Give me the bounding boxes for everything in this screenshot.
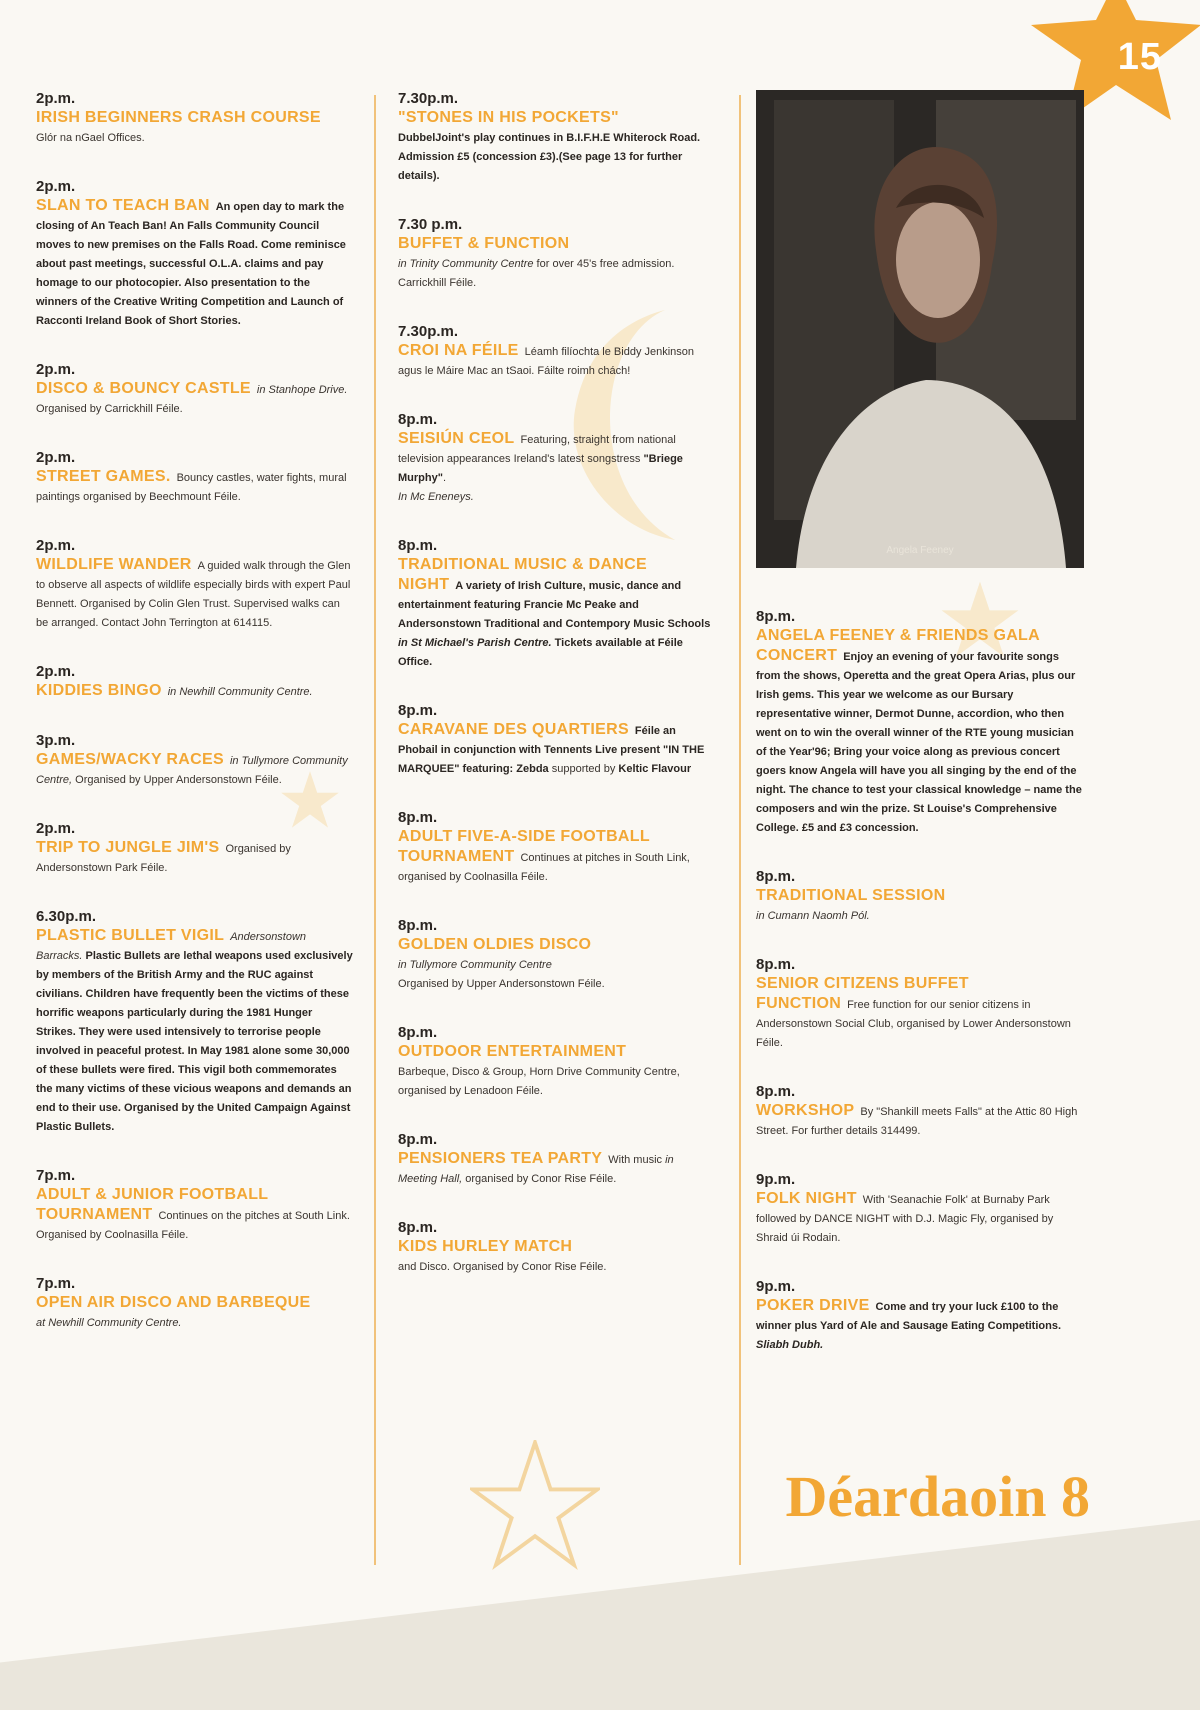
event-detail-text: A variety of Irish Culture, music, dance and entertainment featuring Francie Mc Peake and Andersonstown Traditional and Contempory Music Schools [398, 580, 711, 630]
photo-caption: Angela Feeney [886, 545, 954, 556]
event-title: TRIP TO JUNGLE JIM'S [36, 839, 220, 856]
event-listing [398, 917, 712, 994]
event-title: WORKSHOP [756, 1102, 855, 1119]
day-title: Déardaoin 8 [785, 1464, 1090, 1529]
event-detail-text: supported by [548, 763, 619, 775]
event-title: "STONES IN HIS POCKETS" [398, 109, 619, 126]
event-listing [36, 178, 354, 331]
event-description [756, 887, 1086, 926]
event-description [398, 109, 712, 186]
event-detail-text: A guided walk through the Glen to observe all aspects of wildlife especially birds with expert Paul Bennett. Organised by Colin Glen Trust. Supervised walks can be arranged. Contact John Terrington at 614115. [36, 560, 351, 629]
event-listing [398, 1131, 712, 1189]
event-title: ADULT FIVE-A-SIDE FOOTBALL TOURNAMENT [398, 828, 650, 865]
event-detail-text: . [442, 472, 446, 484]
event-listing [36, 537, 354, 633]
event-title: OUTDOOR ENTERTAINMENT [398, 1043, 627, 1060]
event-detail-text: organised by Conor Rise Féile. [462, 1173, 617, 1185]
event-title: PLASTIC BULLET VIGIL [36, 927, 225, 944]
event-title: GOLDEN OLDIES DISCO [398, 936, 592, 953]
event-time: 2p.m. [36, 449, 76, 466]
event-detail-text: By "Shankill meets Falls" at the Attic 80 High Street. For further details 314499. [756, 1106, 1078, 1137]
event-time: 8p.m. [756, 956, 796, 973]
event-listing [398, 323, 712, 381]
event-detail-text: in Cumann Naomh Pól. [756, 910, 870, 922]
event-title: CARAVANE DES QUARTIERS [398, 721, 629, 738]
event-detail-text: Organised by Andersonstown Park Féile. [36, 843, 291, 874]
event-detail-text: Plastic Bullets are lethal weapons used exclusively by members of the British Army and the RUC against civilians. Children have frequently been the victims of these horrific weapons particularly during the 1981 Hunger Strikes. They were used intensively to terrorise people involved in peaceful protest. In May 1981 alone some 30,000 of these bullets were fired. This vigil both commemorates the many victims of these vicious weapons and demands an end to their use. Organised by the United Campaign Against Plastic Bullets. [36, 950, 353, 1133]
event-listing [36, 732, 354, 790]
event-description [756, 975, 1086, 1053]
event-time: 7p.m. [36, 1275, 76, 1292]
event-time: 8p.m. [756, 1083, 796, 1100]
event-description [36, 556, 354, 633]
event-listing [756, 608, 1086, 838]
event-listing [36, 361, 354, 419]
event-detail-text: in Newhill Community Centre. [167, 686, 313, 698]
event-detail-text: Continues at pitches in South Link, organised by Coolnasilla Féile. [398, 852, 690, 883]
event-title: OPEN AIR DISCO AND BARBEQUE [36, 1294, 311, 1311]
event-title: STREET GAMES. [36, 468, 171, 485]
event-detail-text: With 'Seanachie Folk' at Burnaby Park followed by DANCE NIGHT with D.J. Magic Fly, organised by Shraid úi Rodain. [756, 1194, 1054, 1244]
event-detail-text: in Stanhope Drive. [256, 384, 348, 396]
event-time: 8p.m. [398, 809, 438, 826]
event-detail-text: Bouncy castles, water fights, mural paintings organised by Beechmount Féile. [36, 472, 347, 503]
event-description [398, 1238, 712, 1277]
event-listing [756, 956, 1086, 1053]
event-description [36, 927, 354, 1137]
background-star-icon [470, 1440, 600, 1570]
event-listing [756, 1083, 1086, 1141]
event-time: 8p.m. [398, 537, 438, 554]
event-time: 8p.m. [398, 411, 438, 428]
event-listing [398, 1024, 712, 1101]
event-detail-text: Organised by Upper Andersonstown Féile. [398, 978, 605, 990]
event-listing [36, 820, 354, 878]
event-detail-text: in Tullymore Community Centre [398, 959, 552, 971]
event-listing [756, 1171, 1086, 1248]
event-time: 2p.m. [36, 361, 76, 378]
event-title: DISCO & BOUNCY CASTLE [36, 380, 251, 397]
event-title: IRISH BEGINNERS CRASH COURSE [36, 109, 321, 126]
event-time: 9p.m. [756, 1278, 796, 1295]
event-detail-text: Féile an Phobail in conjunction with Tennents Live present "IN THE MARQUEE" featuring: Zebda [398, 725, 705, 775]
event-title: SLAN TO TEACH BAN [36, 197, 210, 214]
event-detail-text: DubbelJoint's play continues in B.I.F.H.E Whiterock Road. Admission £5 (concession £3).(See page 13 for further details). [398, 132, 701, 182]
event-listing [36, 1275, 354, 1333]
event-description [398, 342, 712, 381]
event-listing [398, 1219, 712, 1277]
event-time: 2p.m. [36, 90, 76, 107]
event-listing [398, 90, 712, 186]
event-description [398, 828, 712, 887]
event-title: GAMES/WACKY RACES [36, 751, 224, 768]
events-column-2 [398, 90, 712, 1307]
event-description [398, 936, 712, 994]
event-time: 8p.m. [398, 917, 438, 934]
event-time: 7p.m. [36, 1167, 76, 1184]
event-listing [36, 908, 354, 1137]
event-title: WILDLIFE WANDER [36, 556, 192, 573]
event-description [36, 839, 354, 878]
event-time: 3p.m. [36, 732, 76, 749]
event-time: 2p.m. [36, 663, 76, 680]
events-column-3 [756, 90, 1086, 1385]
event-title: ADULT & JUNIOR FOOTBALL TOURNAMENT [36, 1186, 269, 1223]
event-description [36, 197, 354, 331]
angela-feeney-photo [756, 90, 1084, 568]
event-description [36, 1294, 354, 1333]
event-detail-text: in Trinity Community Centre [398, 258, 534, 270]
event-description [398, 1150, 712, 1189]
event-time: 8p.m. [398, 1131, 438, 1148]
portrait-photo-icon [756, 90, 1084, 568]
event-detail-text: for over 45's free admission. Carrickhill Féile. [398, 258, 675, 289]
event-time: 2p.m. [36, 178, 76, 195]
event-time: 9p.m. [756, 1171, 796, 1188]
event-detail-text: Sliabh Dubh. [756, 1339, 824, 1351]
event-listing [398, 537, 712, 672]
event-listing [36, 1167, 354, 1245]
event-detail-text: Continues on the pitches at South Link. Organised by Coolnasilla Féile. [36, 1210, 350, 1241]
event-listing [36, 449, 354, 507]
event-detail-text: Andersonstown Barracks. [36, 931, 307, 962]
event-time: 2p.m. [36, 537, 76, 554]
event-title: KIDS HURLEY MATCH [398, 1238, 573, 1255]
event-description [398, 556, 712, 672]
event-description [398, 721, 712, 779]
event-detail-text: Glór na nGael Offices. [36, 132, 145, 144]
event-time: 8p.m. [398, 1024, 438, 1041]
page-number: 15 [1117, 36, 1162, 78]
event-time: 6.30p.m. [36, 908, 97, 925]
event-title: TRADITIONAL MUSIC & DANCE NIGHT [398, 556, 647, 593]
event-detail-text: in St Michael's Parish Centre. [398, 637, 552, 649]
event-listing [756, 868, 1086, 926]
event-title: TRADITIONAL SESSION [756, 887, 946, 904]
event-description [36, 380, 354, 419]
event-listing [36, 663, 354, 702]
event-detail-text: at Newhill Community Centre. [36, 1317, 182, 1329]
event-listing [398, 809, 712, 887]
event-title: SENIOR CITIZENS BUFFET FUNCTION [756, 975, 969, 1012]
event-description [756, 1297, 1086, 1355]
event-detail-text: Enjoy an evening of your favourite songs from the shows, Operetta and the great Opera Arias, plus our Irish gems. This year we welcome as our Bursary representative winner, Dermot Dunne, accordion, who then went on to win the overall winner of the RTE young musician of the Year'96; Bring your voice along as previous concert goers know Angela will have you all singing by the end of the night. The chance to test your classical knowledge – name the composers and win the prize. St Louise's Comprehensive College. £5 and £3 concession. [756, 651, 1082, 834]
event-detail-text: Free function for our senior citizens in Andersonstown Social Club, organised by Lower Andersonstown Féile. [756, 999, 1071, 1049]
event-time: 7.30p.m. [398, 90, 459, 107]
event-description [756, 1102, 1086, 1141]
event-title: SEISIÚN CEOL [398, 430, 515, 447]
event-time: 8p.m. [756, 868, 796, 885]
event-title: KIDDIES BINGO [36, 682, 162, 699]
event-listing [398, 702, 712, 779]
event-description [36, 468, 354, 507]
event-listing [398, 216, 712, 293]
event-description [36, 109, 354, 148]
event-title: FOLK NIGHT [756, 1190, 857, 1207]
event-detail-text: With music [608, 1154, 666, 1166]
event-time: 8p.m. [398, 702, 438, 719]
event-detail-text: Come and try your luck £100 to the winner plus Yard of Ale and Sausage Eating Competitions. [756, 1301, 1061, 1332]
event-detail-text: Featuring, straight from national television appearances Ireland's latest songstress [398, 434, 676, 465]
event-listing [756, 1278, 1086, 1355]
column-divider [374, 95, 376, 1565]
event-listing [398, 411, 712, 507]
event-detail-text: and Disco. Organised by Conor Rise Féile. [398, 1261, 607, 1273]
event-description [36, 1186, 354, 1245]
event-title: BUFFET & FUNCTION [398, 235, 570, 252]
event-description [398, 1043, 712, 1101]
event-detail-text: Léamh filíochta le Biddy Jenkinson agus le Máire Mac an tSaoi. Fáilte roimh chách! [398, 346, 695, 377]
event-detail-text: in Meeting Hall, [398, 1154, 674, 1185]
event-title: POKER DRIVE [756, 1297, 870, 1314]
event-description [36, 751, 354, 790]
event-time: 8p.m. [756, 608, 796, 625]
event-title: PENSIONERS TEA PARTY [398, 1150, 603, 1167]
event-description [398, 235, 712, 293]
event-listing [36, 90, 354, 148]
event-description [756, 627, 1086, 838]
event-time: 7.30 p.m. [398, 216, 463, 233]
event-title: CROI NA FÉILE [398, 342, 519, 359]
event-detail-text: An open day to mark the closing of An Teach Ban! An Falls Community Council moves to new premises on the Falls Road. Come reminisce about past meetings, successful O.L.A. claims and pay homage to our photocopier. Also presentation to the winners of the Creative Writing Competition and Launch of Racconti Ireland Book of Short Stories. [36, 201, 346, 327]
event-detail-text: In Mc Eneneys. [398, 491, 474, 503]
event-title: ANGELA FEENEY & FRIENDS GALA CONCERT [756, 627, 1040, 664]
event-description [756, 1190, 1086, 1248]
event-description [36, 682, 354, 702]
event-detail-text: Organised by Carrickhill Féile. [36, 403, 183, 415]
event-description [398, 430, 712, 507]
event-detail-text: "Briege Murphy" [398, 453, 683, 484]
event-detail-text: Keltic Flavour [618, 763, 692, 775]
event-time: 8p.m. [398, 1219, 438, 1236]
column-divider [739, 95, 741, 1565]
events-column-1 [36, 90, 354, 1363]
page-edge [0, 1520, 1200, 1710]
event-detail-text: Tickets available at Féile Office. [398, 637, 683, 668]
event-detail-text: Barbeque, Disco & Group, Horn Drive Community Centre, organised by Lenadoon Féile. [398, 1066, 680, 1097]
event-detail-text: Organised by Upper Andersonstown Féile. [72, 774, 282, 786]
event-time: 2p.m. [36, 820, 76, 837]
event-time: 7.30p.m. [398, 323, 459, 340]
event-detail-text: in Tullymore Community Centre, [36, 755, 348, 786]
